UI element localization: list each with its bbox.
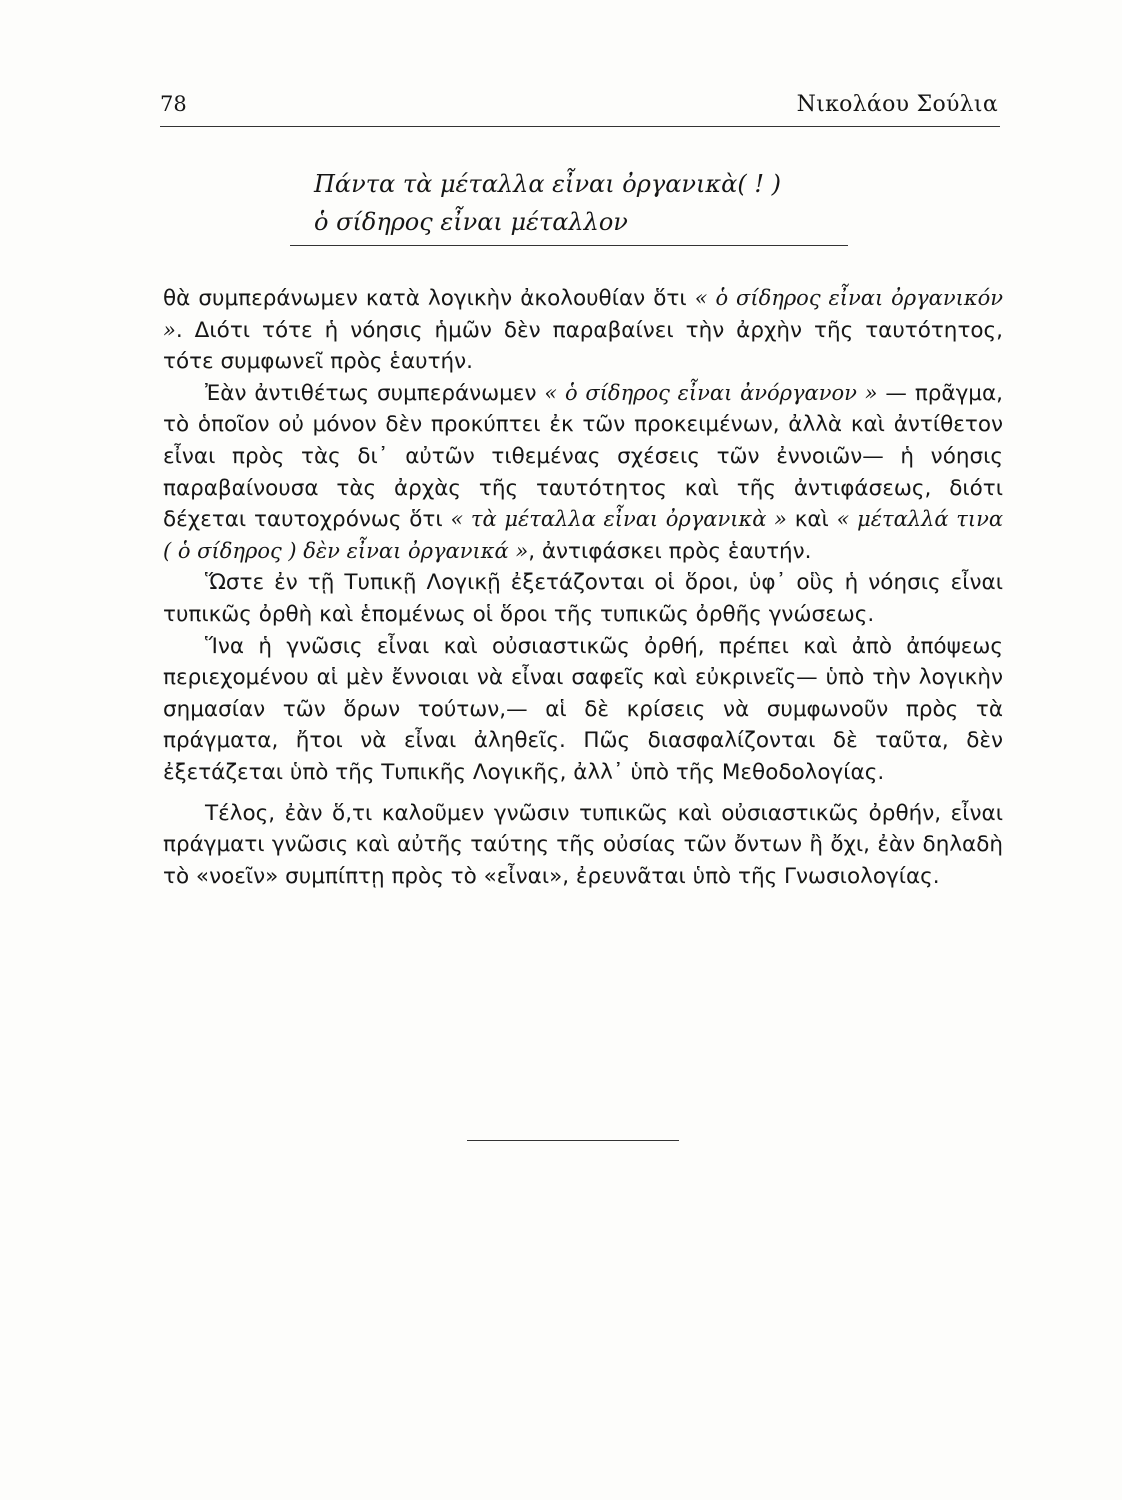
italic-quote: « ὁ σίδηρος εἶναι ἀνόργανον » <box>544 380 878 405</box>
end-rule <box>467 1140 679 1141</box>
italic-quote: « μέταλλά τινα ( ὁ σίδηρος ) δὲν εἶναι ὀργανικά » <box>163 507 1004 563</box>
italic-quote: « ὁ σίδηρος εἶναι ὀργανικόν » <box>163 286 1003 342</box>
page-header <box>160 92 1000 127</box>
text-run: καὶ <box>786 507 837 533</box>
paragraph-4: Ἵνα ἡ γνῶσις εἶναι καὶ οὐσιαστικῶς ὀρθή, πρέπει καὶ ἀπὸ ἀπόψεως περιεχομένου αἱ μὲν ἔννοιαι νὰ εἶναι σαφεῖς καὶ εὐκρινεῖς— ὑπὸ τὴν λογικὴν σημασίαν τῶν ὅρων τούτων,— αἱ δὲ κρίσεις νὰ συμφωνοῦν πρὸς τὰ πράγματα, ἤτοι νὰ εἶναι ἀληθεῖς. Πῶς διασφαλίζονται δὲ ταῦτα, δὲν ἐξετάζεται ὑπὸ τῆς Τυπικῆς Λογικῆς, ἀλλ᾽ ὑπὸ τῆς Μεθοδολογίας. <box>163 633 1003 785</box>
paragraph-2 <box>163 378 1003 568</box>
text-run: Ἐὰν ἀντιθέτως συμπεράνωμεν <box>205 380 545 406</box>
minor-premise: ὁ σίδηρος εἶναι μέταλλον <box>314 208 628 236</box>
paragraph-5: Τέλος, ἐὰν ὅ,τι καλοῦμεν γνῶσιν τυπικῶς καὶ οὐσιαστικῶς ὀρθήν, εἶναι πράγματι γνῶσις καὶ αὐτῆς ταύτης τῆς οὐσίας τῶν ὄντων ἢ ὄχι, ἐὰν δηλαδὴ τὸ «νοεῖν» συμπίπτῃ πρὸς τὸ «εἶναι», ἐρευνᾶται ὑπὸ τῆς Γνωσιολογίας. <box>163 800 1003 889</box>
text-run: θὰ συμπεράνωμεν κατὰ λογικὴν ἀκολουθίαν ὅτι <box>163 286 695 311</box>
syllogism-rule <box>290 245 848 246</box>
text-run: — πρᾶγμα, τὸ ὁποῖον οὐ μόνον δὲν προκύπτει ἐκ τῶν προκειμένων, ἀλλὰ καὶ ἀντίθετον εἶναι πρὸς τὰς δι᾽ αὐτῶν τιθεμένας σχέσεις τῶν ἐννοιῶν— ἡ νόησις παραβαίνουσα τὰς ἀρχὰς τῆς ταυτότητος καὶ τῆς ἀντιφάσεως, διότι δέχεται ταυτοχρόνως ὅτι <box>163 380 1003 533</box>
paragraph-1 <box>163 283 1003 378</box>
syllogism-block <box>314 165 781 241</box>
body-text <box>163 283 1003 892</box>
major-premise: Πάντα τὰ μέταλλα εἶναι ὀργανικὰ( ! ) <box>314 170 781 198</box>
running-title: Νικολάου Σούλια <box>796 92 998 117</box>
paragraph-3: Ὥστε ἐν τῇ Τυπικῇ Λογικῇ ἐξετάζονται οἱ ὅροι, ὑφ᾽ οὓς ἡ νόησις εἶναι τυπικῶς ὀρθὴ καὶ ἑπομένως οἱ ὅροι τῆς τυπικῶς ὀρθῆς γνώσεως. <box>163 570 1003 627</box>
text-run: . Διότι τότε ἡ νόησις ἡμῶν δὲν παραβαίνει τὴν ἀρχὴν τῆς ταυτότητος, τότε συμφωνεῖ πρὸς ἑαυτήν. <box>163 317 1003 375</box>
text-run: , ἀντιφάσκει πρὸς ἑαυτήν. <box>528 538 812 564</box>
page-number: 78 <box>160 92 187 116</box>
italic-quote: « τὰ μέταλλα εἶναι ὀργανικὰ » <box>450 507 787 532</box>
